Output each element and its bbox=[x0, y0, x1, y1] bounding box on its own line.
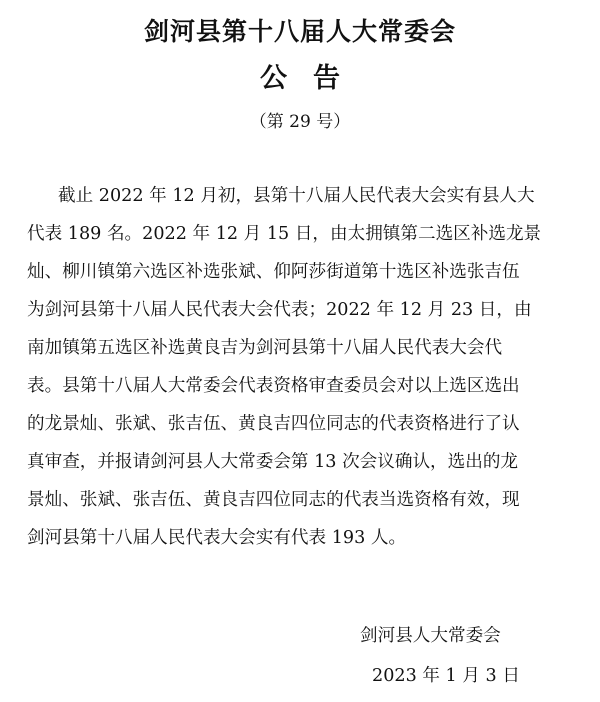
body-line: 代表 189 名。2022 年 12 月 15 日，由太拥镇第二选区补选龙景 bbox=[27, 224, 542, 244]
document-title: 剑河县第十八届人大常委会 bbox=[143, 17, 456, 46]
body-line: 的龙景灿、张斌、张吉伍、黄良吉四位同志的代表资格进行了认 bbox=[27, 414, 520, 434]
body-line: 剑河县第十八届人民代表大会实有代表 193 人。 bbox=[27, 528, 407, 548]
body-line: 真审查，并报请剑河县人大常委会第 13 次会议确认，选出的龙 bbox=[27, 452, 519, 472]
body-line: 景灿、张斌、张吉伍、黄良吉四位同志的代表当选资格有效，现 bbox=[27, 490, 520, 510]
signature-date: 2023 年 1 月 3 日 bbox=[372, 666, 520, 686]
body-line: 表。县第十八届人大常委会代表资格审查委员会对以上选区选出 bbox=[27, 376, 520, 396]
body-line: 为剑河县第十八届人民代表大会代表；2022 年 12 月 23 日，由 bbox=[27, 300, 532, 320]
body-line: 灿、柳川镇第六选区补选张斌、仰阿莎街道第十选区补选张吉伍 bbox=[27, 262, 520, 282]
body-line: 截止 2022 年 12 月初，县第十八届人民代表大会实有县人大 bbox=[58, 186, 535, 206]
body-line: 南加镇第五选区补选黄良吉为剑河县第十八届人民代表大会代 bbox=[27, 338, 503, 358]
signature-organization: 剑河县人大常委会 bbox=[360, 626, 501, 646]
document-subtitle: 公告 bbox=[260, 63, 366, 94]
document-number: （第 29 号） bbox=[249, 112, 351, 132]
